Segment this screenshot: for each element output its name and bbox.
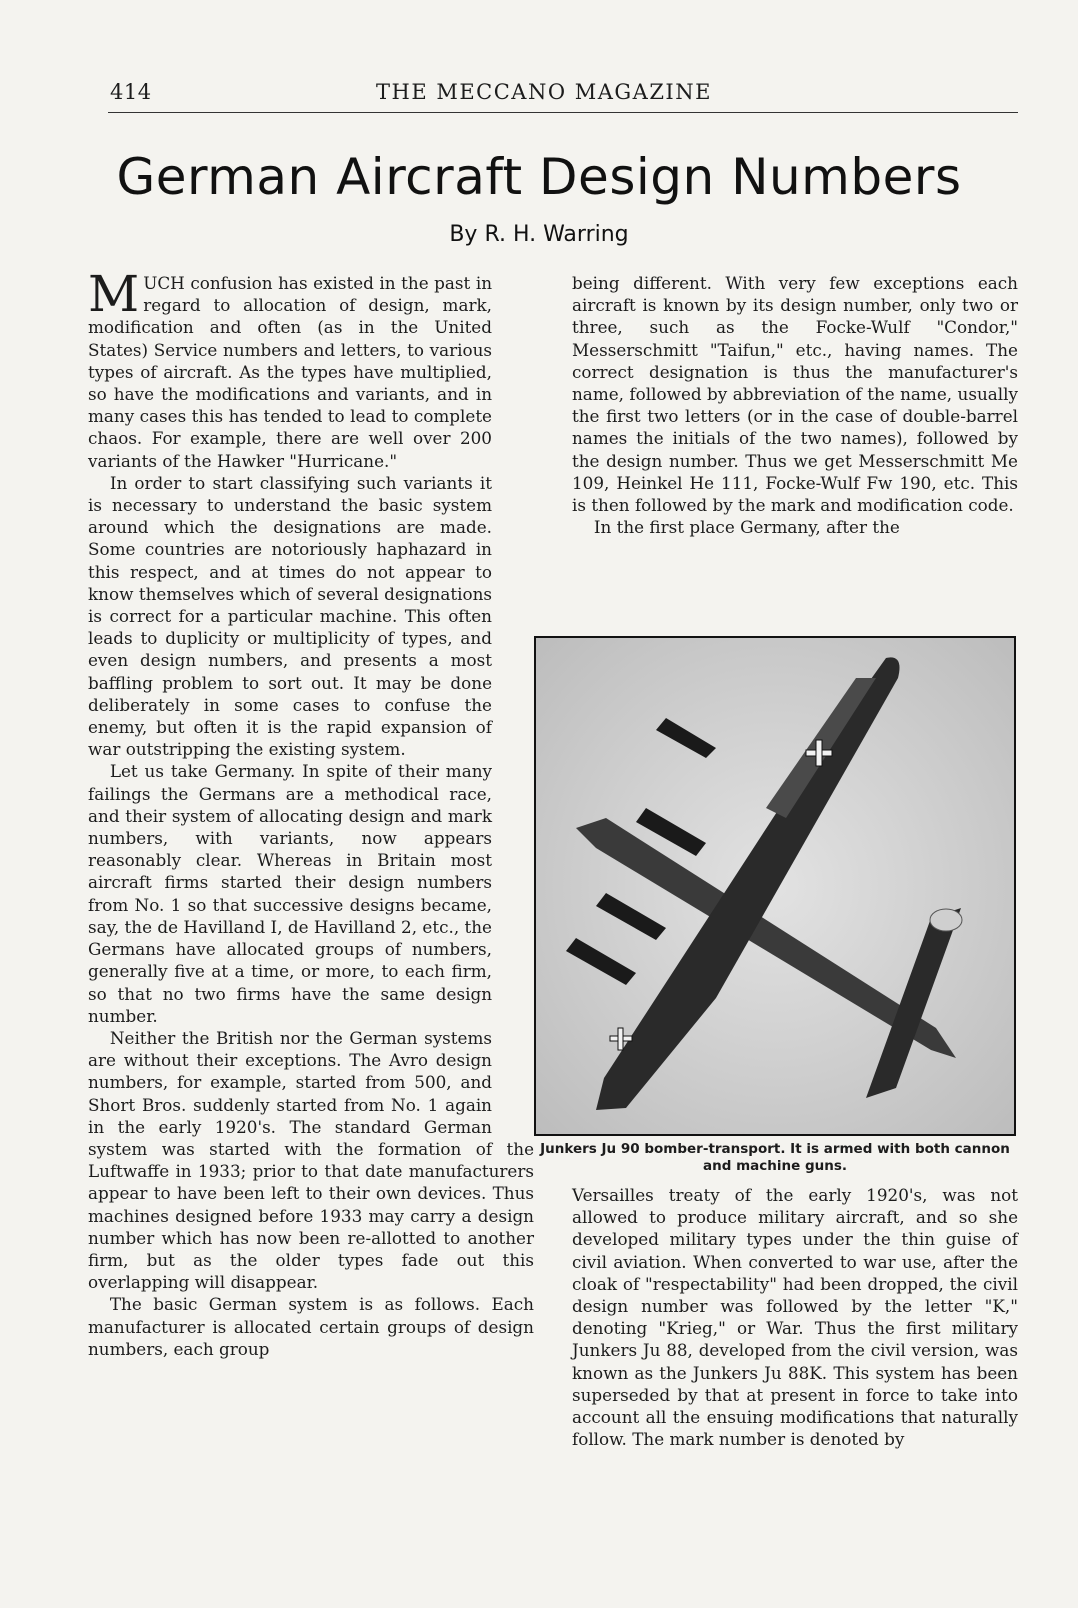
right-column-bottom: [572, 1184, 1018, 1450]
paragraph: Versailles treaty of the early 1920's, was not allowed to produce military aircraft, and so she developed military types under the thin guise of civil aviation. When converted to war use, after the cloak of "respectability" had been dropped, the civil design number was followed by the letter "K," denoting "Krieg," or War. Thus the first military Junkers Ju 88, developed from the civil version, was known as the Junkers Ju 88K. This system has been superseded by that at present in force to take into account all the ensuing modifications that naturally follow. The mark number is denoted by: [572, 1185, 1018, 1450]
left-column: [88, 265, 534, 1360]
paragraph: MUCH confusion has existed in the past in regard to allocation of design, mark, modification and often (as in the United States) Service numbers and letters, to various types of aircraft. As the types have multiplied, so have the modifications and variants, and in many cases this has tended to lead to complete chaos. For example, there are well over 200 variants of the Hawker "Hurricane.": [88, 265, 492, 471]
magazine-title: THE MECCANO MAGAZINE: [376, 80, 712, 104]
paragraph: Let us take Germany. In spite of their many failings the Germans are a methodical race, and their system of allocating design and mark numbers, with variants, now appears reasonably clear. Whereas in Britain most aircraft firms started their design numbers from No. 1 so that successive designs became, say, the de Havilland I, de Havilland 2, etc., the Germans have allocated groups of numbers, generally five at a time, or more, to each firm, so that no two firms have the same design number.: [88, 761, 492, 1026]
aircraft-photo: [534, 636, 1016, 1136]
right-column-top: [572, 272, 1018, 538]
drop-cap: M: [88, 265, 140, 323]
paragraph: In the first place Germany, after the: [593, 517, 900, 538]
paragraph: In order to start classifying such variants it is necessary to understand the basic system around which the designations are made. Some countries are notoriously haphazard in this respect, and at times do not appear to know themselves which of several designations is correct for a particular machine. This often leads to duplicity or multiplicity of types, and even design numbers, and presents a most baffling problem to sort out. It may be done deliberately in some cases to confuse the enemy, but often it is the rapid expansion of war outstripping the existing system.: [88, 472, 492, 760]
junkers-ju90-illustration: [536, 638, 1014, 1134]
article-byline: By R. H. Warring: [449, 222, 629, 247]
paragraph: Neither the British nor the German systems are without their exceptions. The Avro design numbers, for example, started from 500, and Short Bros. suddenly started from No. 1 again in the early 1920's. The standard German system was started with the formation of the Luftwaffe in 1933; prior to that date manufacturers appear to have been left to their own devices. Thus machines designed before 1933 may carry a design number which has now been re-allotted to another firm, but as the older types fade out this overlapping will disappear.: [88, 1027, 534, 1293]
paragraph: The basic German system is as follows. Each manufacturer is allocated certain groups of design numbers, each group: [88, 1294, 534, 1359]
article-title: German Aircraft Design Numbers: [116, 148, 962, 206]
photo-wrap-spacer: [492, 608, 534, 1124]
page-number: 414: [110, 80, 152, 104]
paragraph: being different. With very few exceptions each aircraft is known by its design number, only two or three, such as the Focke-Wulf "Condor," Messerschmitt "Taifun," etc., having names. The correct designation is thus the manufacturer's name, followed by abbreviation of the name, usually the first two letters (or in the case of double-barrel names the initials of the two names), followed by the design number. Thus we get Messerschmitt Me 109, Heinkel He 111, Focke-Wulf Fw 190, etc. This is then followed by the mark and modification code.: [572, 273, 1018, 516]
running-header: [108, 78, 1018, 113]
photo-caption: Junkers Ju 90 bomber-transport. It is armed with both cannon and machine guns.: [540, 1141, 1010, 1174]
